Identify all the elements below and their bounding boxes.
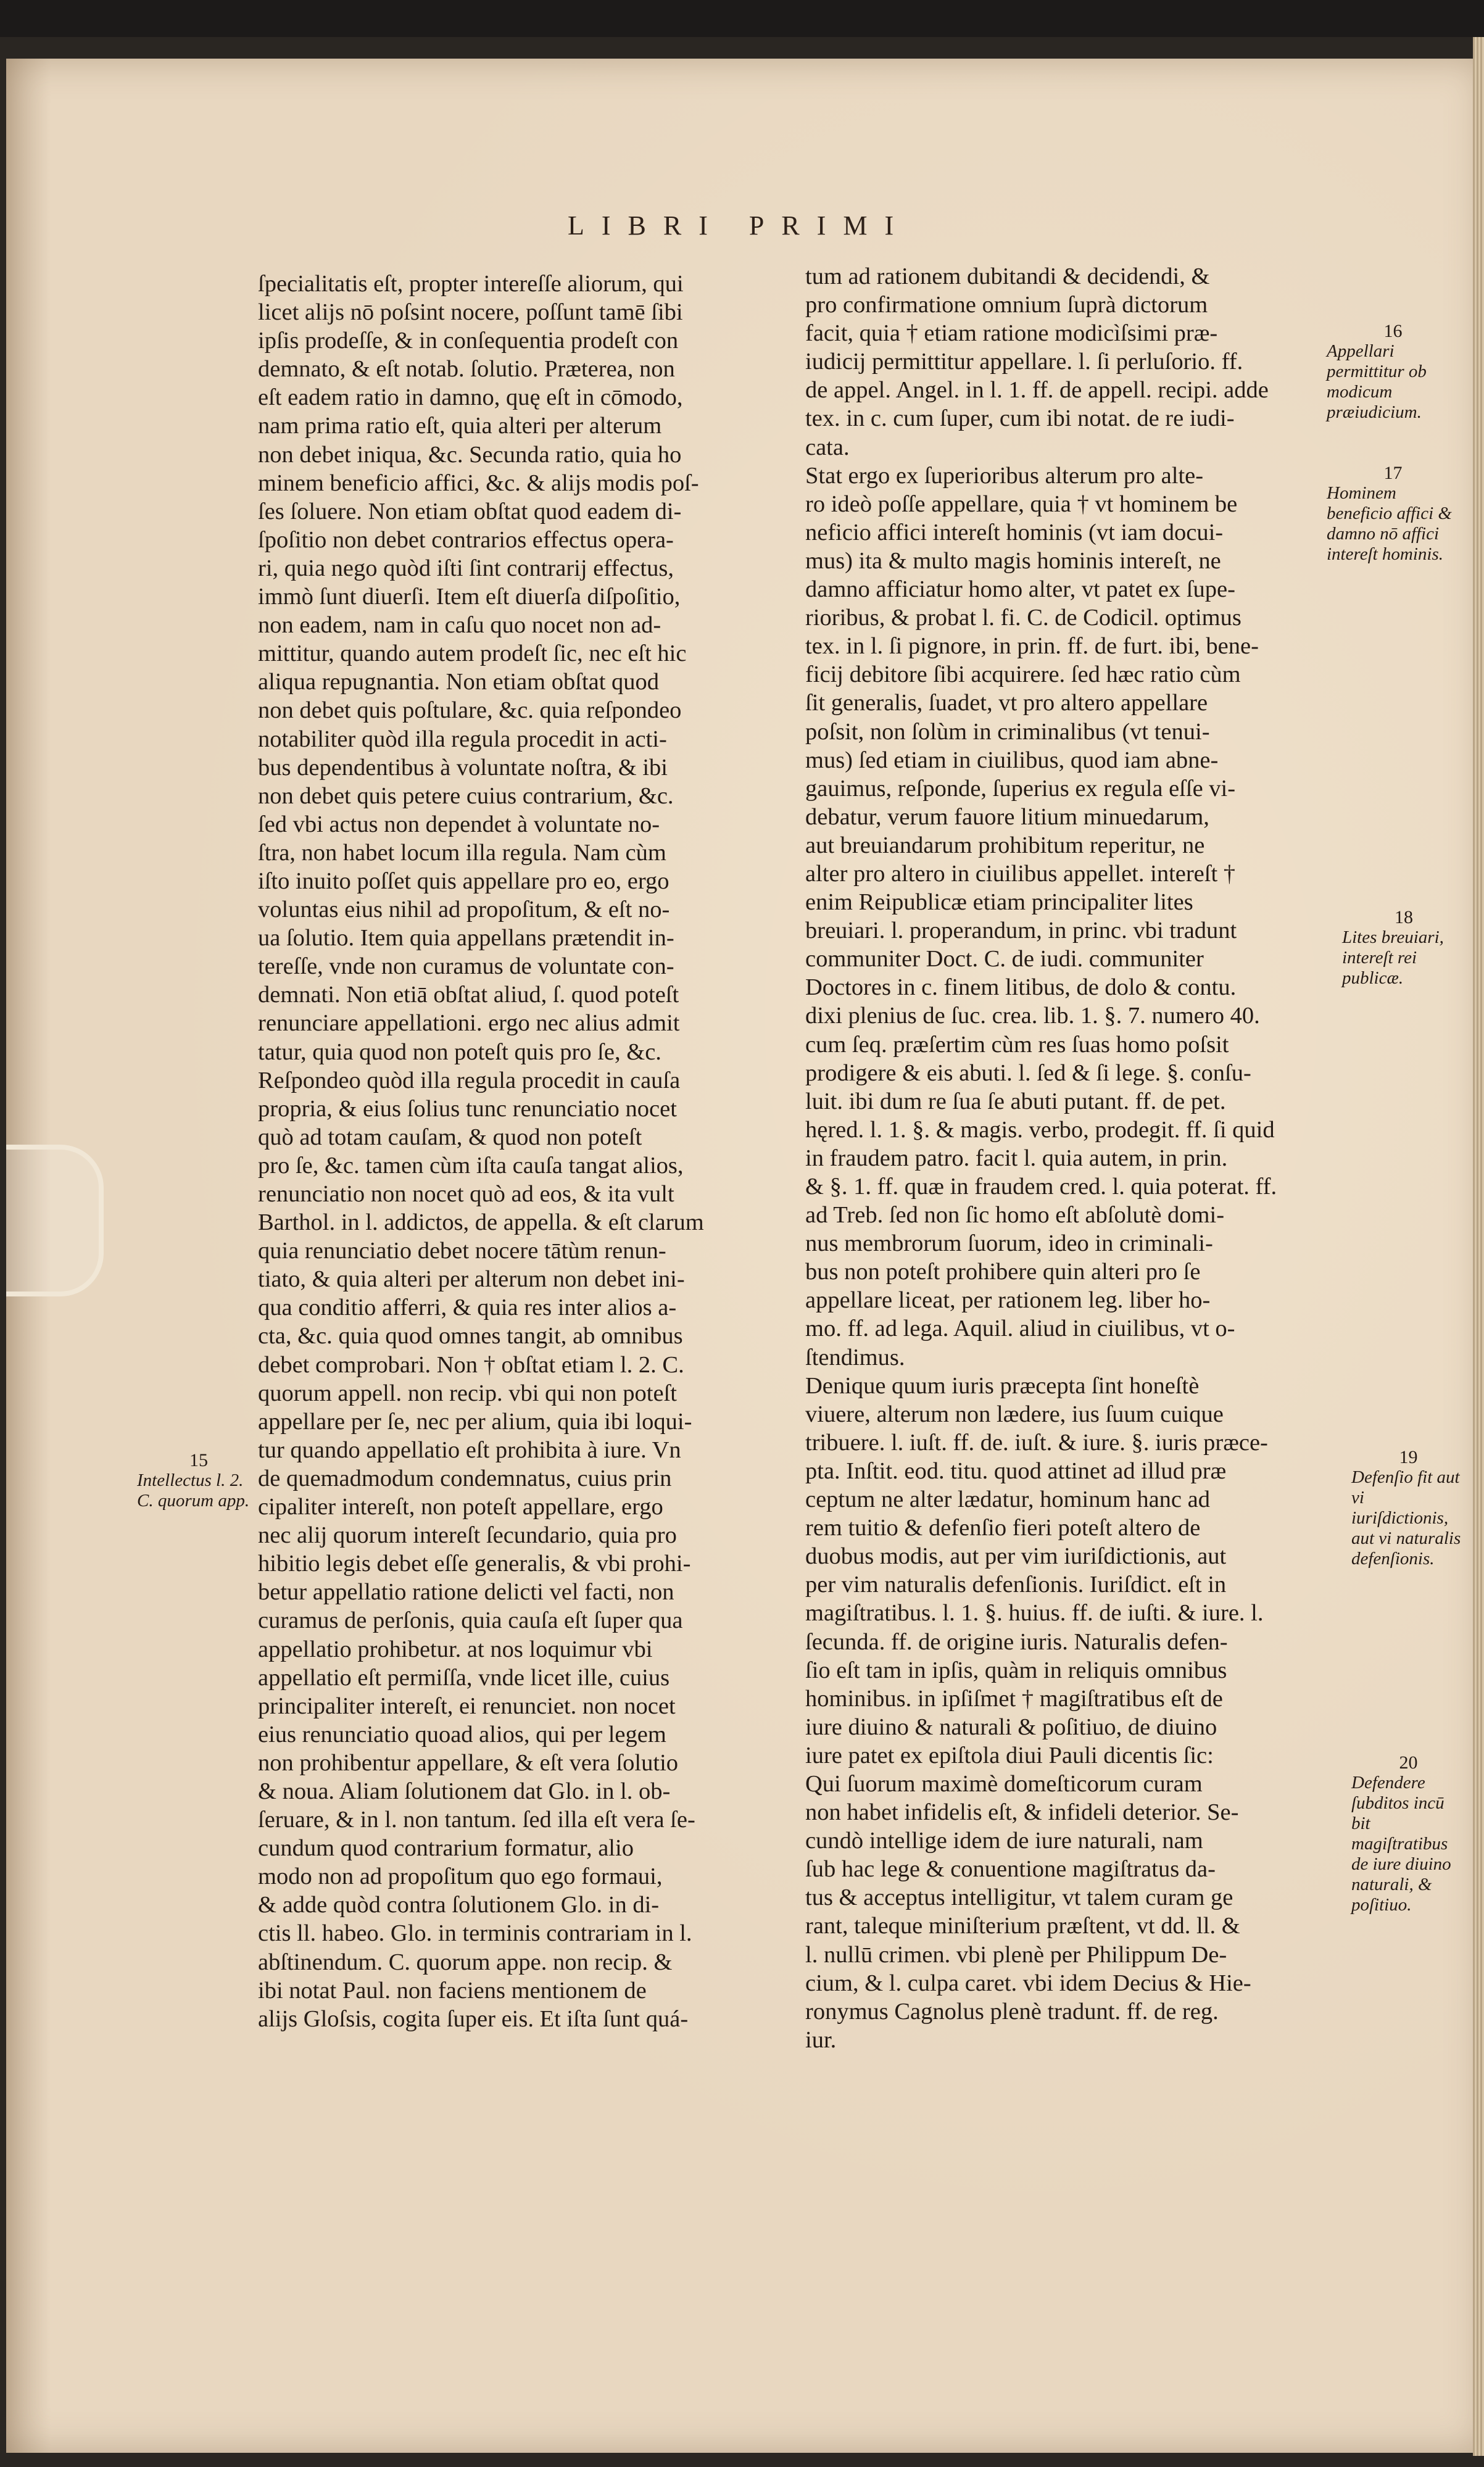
text-line: ceptum ne alter lædatur, hominum hanc ad [805, 1486, 1210, 1513]
left-text-column [258, 270, 784, 2033]
text-line: quò ad totam cauſam, & quod non poteſt [258, 1124, 642, 1150]
margin-note-number: 18 [1395, 907, 1413, 927]
text-line: rioribus, & probat l. fi. C. de Codicil. optimus [805, 605, 1242, 631]
text-line: ficij debitore ſibi acquirere. ſed hæc ratio cùm [805, 661, 1241, 688]
text-line: non eadem, nam in caſu quo nocet non ad- [258, 612, 661, 639]
text-line: tereſſe, vnde non curamus de voluntate con- [258, 953, 674, 980]
text-line: tus & acceptus intelligitur, vt talem curam ge [805, 1884, 1233, 1911]
text-line: per vim naturalis defenſionis. Iuriſdict. eſt in [805, 1572, 1227, 1598]
text-line: rem tuitio & defenſio fieri poteſt altero de [805, 1515, 1201, 1541]
text-line: curamus de perſonis, quia cauſa eſt ſuper qua [258, 1607, 683, 1634]
text-line: cium, & l. culpa caret. vbi idem Decius & Hie- [805, 1970, 1251, 1996]
text-line: non debet quis poſtulare, &c. quia reſpondeo [258, 697, 682, 724]
text-line: hibitio legis debet eſſe generalis, & vbi prohi- [258, 1551, 691, 1577]
text-line: ronymus Cagnolus plenè tradunt. ff. de reg. [805, 1998, 1219, 2025]
text-line: ſecunda. ff. de origine iuris. Naturalis defen- [805, 1628, 1228, 1655]
text-line: cata. [805, 434, 850, 460]
text-line: ſit generalis, ſuadet, vt pro altero appellare [805, 690, 1208, 716]
text-line: cundò intellige idem de iure naturali, nam [805, 1828, 1203, 1854]
text-line: ſtendimus. [805, 1344, 905, 1370]
text-line: notabiliter quòd illa regula procedit in acti- [258, 726, 667, 752]
margin-note-number: 20 [1399, 1752, 1418, 1773]
text-line: facit, quia † etiam ratione modicìſsimi præ- [805, 320, 1218, 347]
text-line: & §. 1. ff. quæ in fraudem cred. l. quia poterat. ff. [805, 1174, 1277, 1200]
text-line: tribuere. l. iuſt. ff. de. iuſt. & iure. §. iuris præce- [805, 1429, 1268, 1456]
text-line: tiato, & quia alteri per alterum non debet ini- [258, 1266, 685, 1293]
text-line: mus) ita & multo magis hominis intereſt, ne [805, 547, 1221, 574]
text-line: non habet infidelis eſt, & infideli deterior. Se- [805, 1799, 1239, 1826]
margin-note-18 [1342, 907, 1465, 989]
text-line: l. nullū crimen. vbi plenè per Philippum De- [805, 1941, 1227, 1968]
text-line: qua conditio afferri, & quia res inter alios a- [258, 1295, 677, 1321]
text-line: tur quando appellatio eſt prohibita à iure. Vn [258, 1437, 681, 1463]
text-line: pta. Inſtit. eod. titu. quod attinet ad illud præ [805, 1457, 1227, 1484]
text-line: Qui ſuorum maximè domeſticorum curam [805, 1770, 1203, 1797]
text-line: communiter Doct. C. de iudi. communiter [805, 946, 1204, 972]
page-clip-mark [6, 1145, 104, 1296]
margin-note-15 [137, 1450, 260, 1511]
text-line: mittitur, quando autem prodeſt ſic, nec eſt hic [258, 641, 687, 667]
text-line: tatur, quia quod non poteſt quis pro ſe, &c. [258, 1039, 661, 1065]
text-line: magiſtratibus. l. 1. §. huius. ff. de iuſti. & iure. l. [805, 1600, 1264, 1627]
text-line: alter pro altero in ciuilibus appellet. intereſt † [805, 860, 1236, 887]
margin-note-text: Hominem beneficio affici & damno nō affici intereſt hominis. [1327, 483, 1452, 564]
text-line: iſto inuito poſſet quis appellare pro eo, ergo [258, 868, 669, 894]
text-line: enim Reipublicæ etiam principaliter lites [805, 889, 1193, 916]
text-line: licet alijs nō poſsint nocere, poſſunt tamē ſibi [258, 299, 683, 326]
text-line: non prohibentur appellare, & eſt vera ſolutio [258, 1749, 679, 1776]
margin-note-17 [1327, 463, 1459, 565]
margin-note-number: 17 [1383, 463, 1403, 483]
text-line: ſeruare, & in l. non tantum. ſed illa eſt vera ſe- [258, 1807, 695, 1833]
text-line: ua ſolutio. Item quia appellans prætendit in- [258, 925, 674, 952]
running-header: LIBRI PRIMI [568, 210, 911, 241]
text-line: nus membrorum ſuorum, ideo in criminali- [805, 1230, 1213, 1257]
text-line: ipſis prodeſſe, & in conſequentia prodeſt con [258, 328, 679, 354]
text-line: hominibus. in ipſiſmet † magiſtratibus eſt de [805, 1685, 1223, 1712]
text-line: hęred. l. 1. §. & magis. verbo, prodegit. ff. ſi quid [805, 1116, 1275, 1143]
text-line: modo non ad propoſitum quo ego formaui, [258, 1864, 663, 1890]
text-line: immò ſunt diuerſi. Item eſt diuerſa diſpoſitio, [258, 584, 681, 610]
text-line: cta, &c. quia quod omnes tangit, ab omnibus [258, 1323, 683, 1350]
text-line: ſpoſitio non debet contrarios effectus opera- [258, 526, 674, 553]
text-line: debet comprobari. Non † obſtat etiam l. 2. C. [258, 1351, 684, 1378]
text-line: voluntas eius nihil ad propoſitum, & eſt no- [258, 897, 670, 923]
margin-note-number: 15 [189, 1450, 208, 1470]
text-line: renunciatio non nocet quò ad eos, & ita vult [258, 1181, 674, 1207]
text-line: mus) ſed etiam in ciuilibus, quod iam abne- [805, 747, 1219, 773]
text-line: ſpecialitatis eſt, propter intereſſe aliorum, qui [258, 271, 684, 297]
text-line: in fraudem patro. facit l. quia autem, in prin. [805, 1145, 1228, 1171]
text-line: dixi plenius de ſuc. crea. lib. 1. §. 7. numero 40. [805, 1003, 1260, 1029]
text-line: tex. in l. ſi pignore, in prin. ff. de furt. ibi, bene- [805, 633, 1259, 660]
margin-note-text: Lites breuiari, intereſt rei publicæ. [1342, 927, 1444, 988]
text-line: luit. ibi dum re ſua ſe abuti putant. ff. de pet. [805, 1088, 1226, 1114]
text-line: cipaliter intereſt, non poteſt appellare, ergo [258, 1494, 663, 1520]
text-line: ſed vbi actus non dependet à voluntate no- [258, 811, 660, 837]
text-line: & adde quòd contra ſolutionem Glo. in di- [258, 1892, 660, 1918]
margin-note-19 [1351, 1447, 1465, 1569]
text-line: non debet iniqua, &c. Secunda ratio, quia ho [258, 441, 682, 468]
text-line: de quemadmodum condemnatus, cuius prin [258, 1465, 672, 1491]
text-line: Reſpondeo quòd illa regula procedit in cauſa [258, 1067, 681, 1093]
text-line: Stat ergo ex ſuperioribus alterum pro alte- [805, 462, 1204, 489]
margin-note-20 [1351, 1752, 1465, 1915]
text-line: quia renunciatio debet nocere tātùm renun- [258, 1238, 666, 1264]
text-line: pro ſe, &c. tamen cùm iſta cauſa tangat alios, [258, 1152, 684, 1179]
text-line: iudicij permittitur appellare. l. ſi perluſorio. ff. [805, 349, 1243, 375]
text-line: nec alij quorum intereſt ſecundario, quia pro [258, 1522, 677, 1549]
text-line: breuiari. l. properandum, in princ. vbi tradunt [805, 918, 1237, 944]
text-line: ctis ll. habeo. Glo. in terminis contrariam in l. [258, 1920, 692, 1947]
margin-note-text: Intellectus l. 2. C. quorum app. [137, 1470, 250, 1511]
text-line: appellatio prohibetur. at nos loquimur vbi [258, 1636, 653, 1662]
text-line: demnato, & eſt notab. ſolutio. Præterea, non [258, 356, 675, 383]
text-line: ad Treb. ſed non ſic homo eſt abſolutè domi- [805, 1202, 1225, 1229]
margin-note-16 [1327, 321, 1459, 423]
text-line: aut breuiandarum prohibitum reperitur, ne [805, 832, 1205, 858]
page-edges [1473, 37, 1484, 2456]
text-line: ro ideò poſſe appellare, quia † vt hominem be [805, 491, 1238, 517]
text-line: bus non poteſt prohibere quin alteri pro ſe [805, 1259, 1201, 1285]
text-line: appellare per ſe, nec per alium, quia ibi loqui- [258, 1408, 692, 1435]
margin-note-text: Defendere ſubditos incū bit magiſtratibus de iure diuino naturali, & poſitiuo. [1351, 1773, 1451, 1915]
text-line: alijs Gloſsis, cogita ſuper eis. Et iſta ſunt quá- [258, 2005, 689, 2032]
text-line: Barthol. in l. addictos, de appella. & eſt clarum [258, 1209, 704, 1236]
text-line: viuere, alterum non lædere, ius ſuum cuique [805, 1401, 1224, 1427]
text-line: abſtinendum. C. quorum appe. non recip. & [258, 1949, 673, 1975]
text-line: ſtra, non habet locum illa regula. Nam cùm [258, 839, 666, 866]
text-line: aliqua repugnantia. Non etiam obſtat quod [258, 669, 660, 695]
text-line: Doctores in c. finem litibus, de dolo & contu. [805, 974, 1237, 1001]
margin-note-number: 16 [1383, 321, 1403, 341]
text-line: damno afficiatur homo alter, vt patet ex ſupe- [805, 576, 1235, 603]
text-line: propria, & eius ſolius tunc renunciatio nocet [258, 1095, 677, 1122]
text-line: prodigere & eis abuti. l. ſed & ſi lege. §. conſu- [805, 1059, 1251, 1086]
text-line: tum ad rationem dubitandi & decidendi, & [805, 263, 1210, 289]
text-line: rant, taleque miniſterium præſtent, vt dd. ll. & [805, 1913, 1240, 1939]
text-line: cundum quod contrarium formatur, alio [258, 1835, 634, 1862]
text-line: ri, quia nego quòd iſti ſint contrarij effectus, [258, 555, 674, 581]
text-line: neficio affici intereſt hominis (vt iam docui- [805, 519, 1224, 545]
text-line: poſsit, non ſolùm in criminalibus (vt tenui- [805, 718, 1210, 745]
text-line: mo. ff. ad lega. Aquil. aliud in ciuilibus, vt o- [805, 1316, 1235, 1342]
text-line: ſio eſt tam in ipſis, quàm in reliquis omnibus [805, 1657, 1227, 1683]
text-line: principaliter intereſt, ei renunciet. non nocet [258, 1693, 676, 1719]
text-line: bus dependentibus à voluntate noſtra, & ibi [258, 754, 668, 781]
text-line: quorum appell. non recip. vbi qui non poteſt [258, 1380, 677, 1406]
text-line: de appel. Angel. in l. 1. ff. de appell. recipi. adde [805, 377, 1269, 404]
text-line: betur appellatio ratione delicti vel facti, non [258, 1579, 674, 1606]
text-line: renunciare appellationi. ergo nec alius admit [258, 1010, 680, 1037]
text-line: ſes ſoluere. Non etiam obſtat quod eadem di- [258, 498, 682, 524]
text-line: tex. in c. cum ſuper, cum ibi notat. de re iudi- [805, 405, 1235, 432]
text-line: iur. [805, 2026, 837, 2053]
text-line: cum ſeq. præſertim cùm res ſuas homo poſsit [805, 1031, 1229, 1058]
text-line: eius renunciatio quoad alios, qui per legem [258, 1721, 666, 1748]
text-line: ibi notat Paul. non faciens mentionem de [258, 1977, 647, 2004]
right-text-column [805, 262, 1325, 2054]
text-line: demnati. Non etiā obſtat aliud, ſ. quod poteſt [258, 982, 679, 1008]
text-line: eſt eadem ratio in damno, quę eſt in cōmodo, [258, 384, 683, 411]
text-line: appellatio eſt permiſſa, vnde licet ille, cuius [258, 1664, 670, 1691]
text-line: pro confirmatione omnium ſuprà dictorum [805, 292, 1208, 318]
text-line: gauimus, reſponde, ſuperius ex regula eſſe vi- [805, 775, 1236, 802]
text-line: debatur, verum fauore litium minuedarum, [805, 803, 1209, 830]
text-line: minem beneficio affici, &c. & alijs modis poſ- [258, 470, 699, 496]
text-line: ſub hac lege & conuentione magiſtratus da- [805, 1856, 1216, 1883]
text-line: non debet quis petere cuius contrarium, &c. [258, 782, 674, 809]
text-line: duobus modis, aut per vim iuriſdictionis, aut [805, 1543, 1227, 1570]
margin-note-text: Defenſio fit aut vi iuriſdictionis, aut vi naturalis defenſionis. [1351, 1467, 1461, 1569]
text-line: nam prima ratio eſt, quia alteri per alterum [258, 413, 662, 439]
margin-note-text: Appellari permittitur ob modicum præiudicium. [1327, 341, 1427, 422]
text-line: appellare liceat, per rationem leg. liber ho- [805, 1287, 1211, 1314]
text-line: iure diuino & naturali & poſitiuo, de diuino [805, 1714, 1217, 1740]
text-line: iure patet ex epiſtola diui Pauli dicentis ſic: [805, 1742, 1214, 1768]
scanner-background [0, 0, 1484, 37]
margin-note-number: 19 [1399, 1447, 1418, 1467]
text-line: & noua. Aliam ſolutionem dat Glo. in l. ob- [258, 1778, 671, 1804]
text-line: Denique quum iuris præcepta ſint honeſtè [805, 1372, 1200, 1399]
